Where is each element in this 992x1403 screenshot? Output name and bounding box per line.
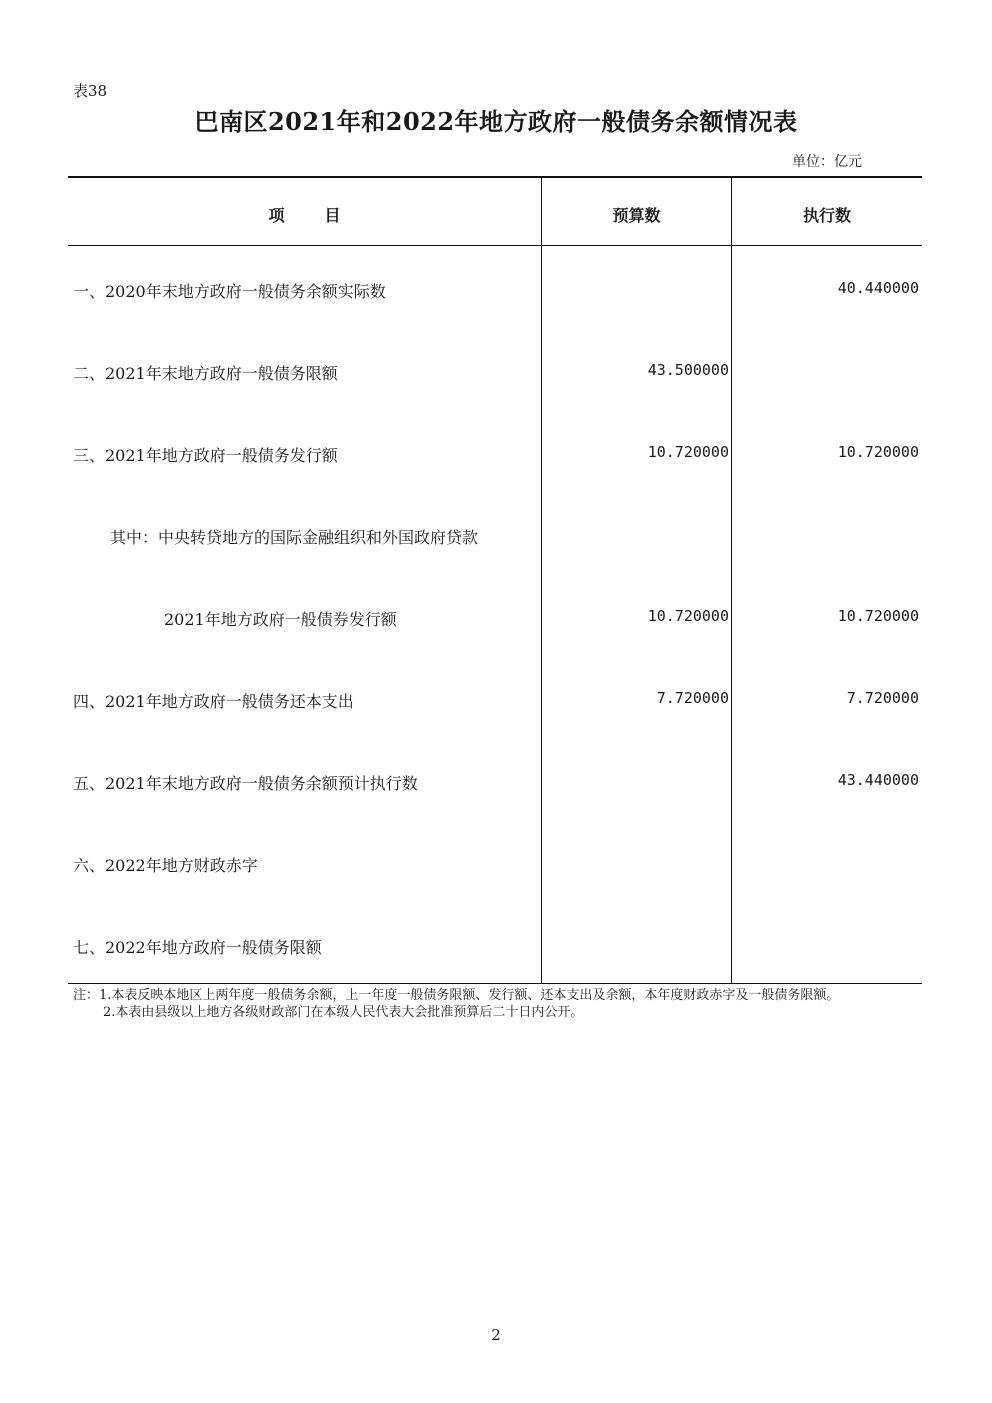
column-header-item-part2: 目 <box>324 206 341 225</box>
table-row <box>68 361 922 391</box>
row-label: 二、2021年末地方政府一般债务限额 <box>73 364 338 383</box>
row-budget-value: 7.720000 <box>656 689 729 707</box>
table-notes <box>73 987 923 1021</box>
unit-label: 单位：亿元 <box>792 154 862 170</box>
row-budget-value: 10.720000 <box>647 607 729 625</box>
table-row <box>68 935 922 965</box>
row-execution-value: 10.720000 <box>837 607 919 625</box>
table-row <box>68 689 922 719</box>
row-label: 其中：中央转贷地方的国际金融组织和外国政府贷款 <box>110 528 479 547</box>
table-bottom-rule <box>68 983 922 984</box>
row-execution-value: 7.720000 <box>846 689 919 707</box>
row-budget-value: 43.500000 <box>647 361 729 379</box>
page-number: 2 <box>491 1326 501 1344</box>
table-row <box>68 771 922 801</box>
table-row <box>68 525 922 555</box>
table-header-rule <box>68 245 922 246</box>
row-budget-value: 10.720000 <box>647 443 729 461</box>
row-label: 五、2021年末地方政府一般债务余额预计执行数 <box>73 774 418 793</box>
column-header-execution: 执行数 <box>802 206 851 225</box>
page-title: 巴南区2021年和2022年地方政府一般债务余额情况表 <box>194 107 798 136</box>
table-top-rule <box>68 176 922 178</box>
row-label: 2021年地方政府一般债券发行额 <box>164 610 397 629</box>
table-row <box>68 443 922 473</box>
note-1: 注：1.本表反映本地区上两年度一般债务余额，上一年度一般债务限额、发行额、还本支出及余额，本年度财政赤字及一般债务限额。 <box>73 988 840 1003</box>
row-label: 七、2022年地方政府一般债务限额 <box>73 938 322 957</box>
column-header-item <box>68 203 541 226</box>
row-execution-value: 40.440000 <box>837 279 919 297</box>
column-header-item-part1: 项 <box>268 206 285 225</box>
row-execution-value: 10.720000 <box>837 443 919 461</box>
table-number: 表38 <box>73 82 108 100</box>
row-label: 一、2020年末地方政府一般债务余额实际数 <box>73 282 386 301</box>
note-2: 2.本表由县级以上地方各级财政部门在本级人民代表大会批准预算后二十日内公开。 <box>103 1005 584 1020</box>
row-label: 六、2022年地方财政赤字 <box>73 856 258 875</box>
table-row <box>68 853 922 883</box>
row-execution-value: 43.440000 <box>837 771 919 789</box>
column-header-budget: 预算数 <box>612 206 661 225</box>
row-label: 三、2021年地方政府一般债务发行额 <box>73 446 338 465</box>
table-row <box>68 607 922 637</box>
table-row <box>68 279 922 309</box>
row-label: 四、2021年地方政府一般债务还本支出 <box>73 692 354 711</box>
